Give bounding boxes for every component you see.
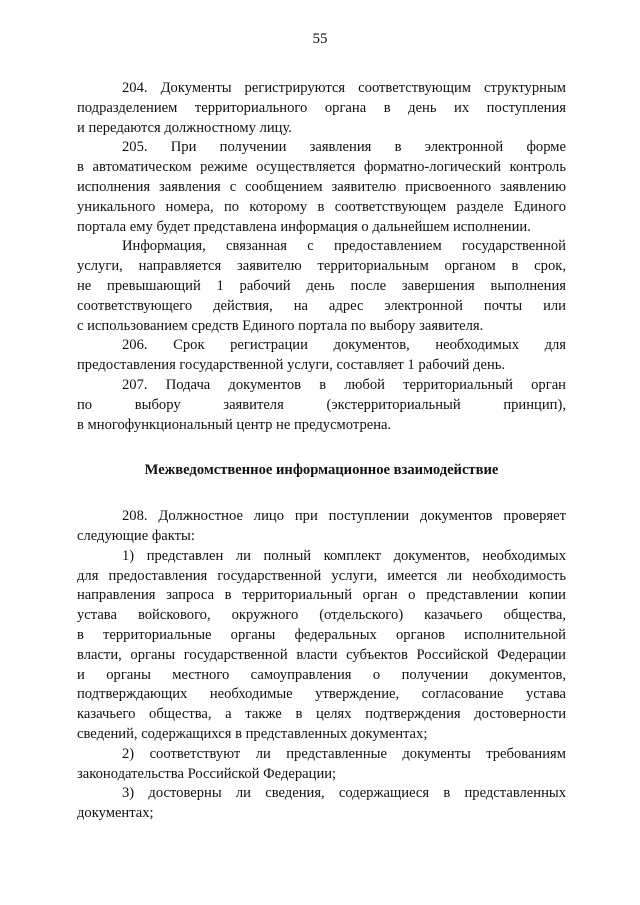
text-line: для предоставления государственной услуги, имеется ли необходимость <box>77 567 566 584</box>
text-line: и передаются должностному лицу. <box>77 119 292 136</box>
text-line: соответствующего действия, на адрес электронной почты или <box>77 297 566 314</box>
text-line: подтверждающих необходимые утверждение, согласование устава <box>77 686 566 703</box>
text-line: в автоматическом режиме осуществляется форматно-логический контроль <box>77 159 566 176</box>
text-line: 205. При получении заявления в электронной форме <box>122 139 566 156</box>
spacer <box>77 481 566 507</box>
text-line: 207. Подача документов в любой территориальный орган <box>122 376 566 393</box>
text-line: уникального номера, по которому в соответствующем разделе Единого <box>77 198 566 215</box>
text-line: исполнения заявления с сообщением заявителю присвоенного заявлению <box>77 178 566 195</box>
text-line: с использованием средств Единого портала по выбору заявителя. <box>77 317 484 334</box>
text-line: 204. Документы регистрируются соответствующим структурным <box>122 80 566 96</box>
text-line: 3) достоверны ли сведения, содержащиеся в представленных <box>122 785 566 802</box>
text-line: 1) представлен ли полный комплект документов, необходимых <box>122 547 566 564</box>
text-line: Информация, связанная с предоставлением государственной <box>122 238 566 255</box>
text-line: документах; <box>77 805 154 822</box>
section-heading: Межведомственное информационное взаимодействие <box>144 462 499 479</box>
text-line: устава войскового, окружного (отдельского) казачьего общества, <box>77 607 566 624</box>
text-line: 208. Должностное лицо при поступлении документов проверяет <box>122 508 566 525</box>
text-line: в многофункциональный центр не предусмотрена. <box>77 416 392 433</box>
text-line: 206. Срок регистрации документов, необходимых для <box>122 337 566 354</box>
text-line: следующие факты: <box>77 527 195 544</box>
text-line: подразделением территориального органа в день их поступления <box>77 99 566 116</box>
text-line: предоставления государственной услуги, составляет 1 рабочий день. <box>77 357 506 374</box>
page-number: 55 <box>312 31 328 47</box>
text-line: по выбору заявителя (экстерриториальный принцип), <box>77 396 566 413</box>
spacer <box>77 435 566 461</box>
text-line: и органы местного самоуправления о получении документов, <box>77 666 566 683</box>
text-line: власти, органы государственной власти субъектов Российской Федерации <box>77 646 566 663</box>
document-body <box>77 79 566 824</box>
text-line: казачьего общества, а также в целях подтверждения достоверности <box>77 706 566 723</box>
text-line: услуги, направляется заявителю территориальным органом в срок, <box>77 258 566 275</box>
text-line: не превышающий 1 рабочий день после завершения выполнения <box>77 277 566 294</box>
section-before-heading <box>77 79 566 435</box>
section-after-heading <box>77 507 566 824</box>
text-line: направления запроса в территориальный орган о представлении копии <box>77 587 566 604</box>
text-line: портала ему будет представлена информация о дальнейшем исполнении. <box>77 218 531 235</box>
text-line: 2) соответствуют ли представленные документы требованиям <box>122 745 566 762</box>
text-line: законодательства Российской Федерации; <box>77 765 337 782</box>
text-line: в территориальные органы федеральных органов исполнительной <box>77 626 566 643</box>
text-line: сведений, содержащихся в представленных документах; <box>77 725 428 742</box>
